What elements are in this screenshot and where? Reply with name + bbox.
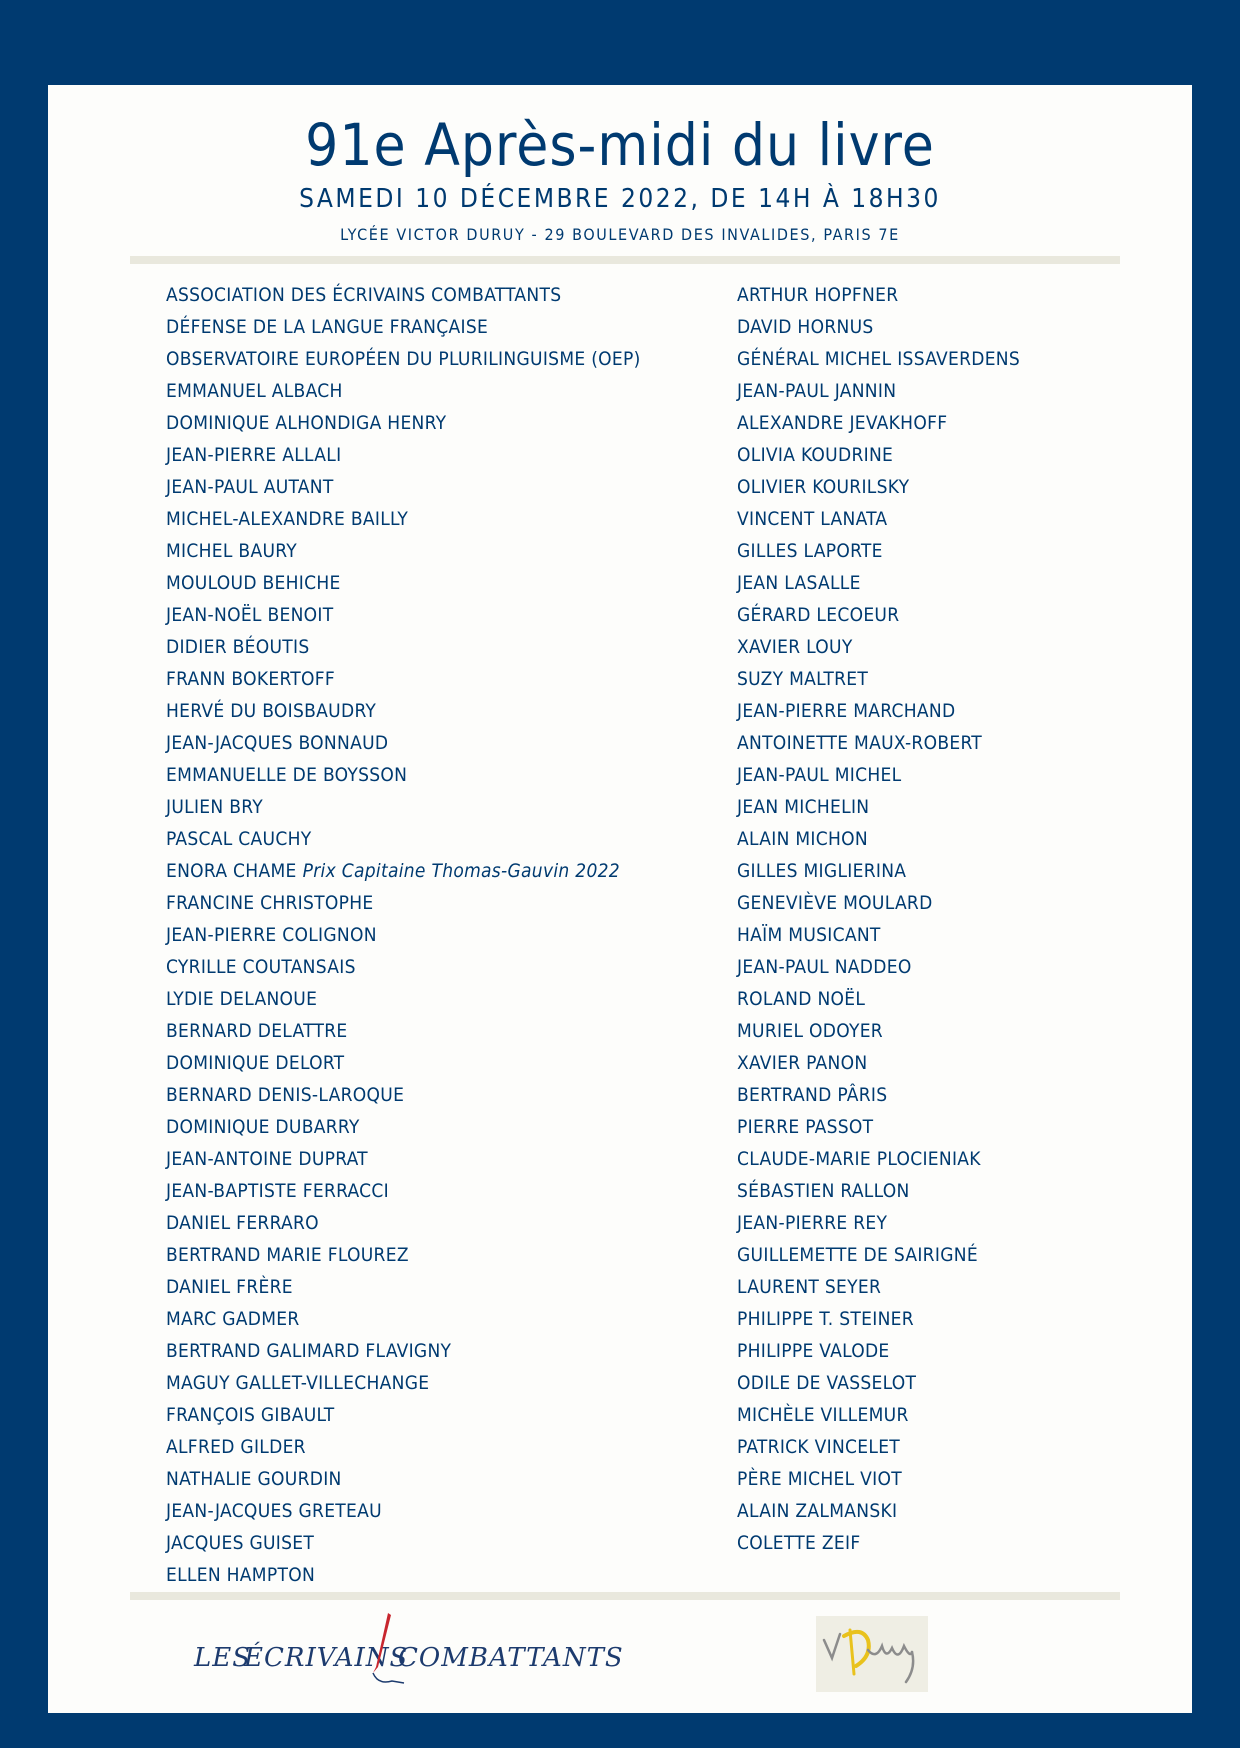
author-entry [737, 1335, 1157, 1367]
author-entry [737, 311, 1157, 343]
author-name: JEAN-PIERRE MARCHAND [737, 700, 956, 722]
author-entry [737, 791, 1157, 823]
author-name: GILLES LAPORTE [737, 540, 883, 562]
author-entry [737, 407, 1157, 439]
author-entry [166, 663, 706, 695]
author-entry [166, 1495, 706, 1527]
author-name: MICHEL-ALEXANDRE BAILLY [166, 508, 409, 530]
author-name: ODILE DE VASSELOT [737, 1372, 917, 1394]
author-entry [737, 279, 1157, 311]
author-name: ELLEN HAMPTON [166, 1564, 316, 1586]
author-name: PHILIPPE T. STEINER [737, 1308, 914, 1330]
author-name: MARC GADMER [166, 1308, 300, 1330]
author-name: NATHALIE GOURDIN [166, 1468, 342, 1490]
author-name: ROLAND NOËL [737, 988, 866, 1010]
author-entry [166, 695, 706, 727]
author-entry [166, 311, 706, 343]
author-entry [166, 1143, 706, 1175]
logo-text-combattants: COMBATTANTS [398, 1643, 624, 1673]
author-entry [737, 1271, 1157, 1303]
logo-text-les: LES [194, 1643, 252, 1673]
author-entry [166, 1527, 706, 1559]
author-name: JEAN-PIERRE ALLALI [166, 444, 342, 466]
author-entry [737, 855, 1157, 887]
author-name: DANIEL FRÈRE [166, 1276, 293, 1298]
victor-duruy-signature-logo [816, 1616, 928, 1692]
author-name: MURIEL ODOYER [737, 1020, 883, 1042]
author-entry [737, 1143, 1157, 1175]
quill-flourish [373, 1673, 404, 1683]
author-entry [737, 343, 1157, 375]
author-name: MOULOUD BEHICHE [166, 572, 341, 594]
authors-list-right [737, 279, 1157, 1559]
authors-list-left [166, 279, 706, 1591]
author-name: MAGUY GALLET-VILLECHANGE [166, 1372, 430, 1394]
author-entry [166, 599, 706, 631]
author-entry [166, 1367, 706, 1399]
author-entry [166, 375, 706, 407]
author-name: GILLES MIGLIERINA [737, 860, 907, 882]
ecrivains-combattants-logo [192, 1611, 624, 1691]
author-name: PHILIPPE VALODE [737, 1340, 890, 1362]
author-name: DANIEL FERRARO [166, 1212, 319, 1234]
author-name: PATRICK VINCELET [737, 1436, 901, 1458]
author-name: ANTOINETTE MAUX-ROBERT [737, 732, 983, 754]
author-name: HAÏM MUSICANT [737, 924, 881, 946]
author-entry [166, 919, 706, 951]
author-entry [166, 1111, 706, 1143]
author-name: DOMINIQUE ALHONDIGA HENRY [166, 412, 447, 434]
author-name: PÈRE MICHEL VIOT [737, 1468, 902, 1490]
author-entry [737, 631, 1157, 663]
author-name: DOMINIQUE DELORT [166, 1052, 345, 1074]
author-name: PASCAL CAUCHY [166, 828, 312, 850]
author-name: JEAN-BAPTISTE FERRACCI [166, 1180, 390, 1202]
author-name: FRANN BOKERTOFF [166, 668, 336, 690]
author-name: OBSERVATOIRE EUROPÉEN DU PLURILINGUISME (OEP) [166, 348, 641, 370]
author-entry [166, 631, 706, 663]
author-entry [737, 1047, 1157, 1079]
author-name: BERNARD DENIS-LAROQUE [166, 1084, 405, 1106]
author-name: JEAN-JACQUES BONNAUD [166, 732, 389, 754]
poster-sheet [48, 85, 1192, 1713]
author-entry [166, 951, 706, 983]
author-entry [166, 1239, 706, 1271]
author-name: MICHEL BAURY [166, 540, 297, 562]
author-entry [737, 663, 1157, 695]
author-name: BERNARD DELATTRE [166, 1020, 348, 1042]
author-entry [737, 1111, 1157, 1143]
author-entry [166, 1207, 706, 1239]
logo-text-ecrivains: ÉCRIVAINS [244, 1643, 409, 1673]
author-name: DOMINIQUE DUBARRY [166, 1116, 360, 1138]
author-entry [737, 375, 1157, 407]
event-date: SAMEDI 10 DÉCEMBRE 2022, DE 14H À 18H30 [299, 184, 941, 214]
author-entry [166, 439, 706, 471]
author-name: SUZY MALTRET [737, 668, 869, 690]
author-entry [166, 1271, 706, 1303]
author-name: JEAN-ANTOINE DUPRAT [166, 1148, 368, 1170]
author-entry [737, 1079, 1157, 1111]
author-entry [737, 439, 1157, 471]
author-entry [166, 1303, 706, 1335]
author-entry [737, 1015, 1157, 1047]
author-entry [166, 1047, 706, 1079]
author-name: GÉRARD LECOEUR [737, 604, 900, 626]
author-entry [737, 1399, 1157, 1431]
author-name: ALAIN MICHON [737, 828, 869, 850]
author-entry [737, 535, 1157, 567]
author-name: CYRILLE COUTANSAIS [166, 956, 356, 978]
author-name: SÉBASTIEN RALLON [737, 1180, 910, 1202]
author-entry [166, 1431, 706, 1463]
author-name: XAVIER LOUY [737, 636, 853, 658]
author-entry [737, 1527, 1157, 1559]
author-name: XAVIER PANON [737, 1052, 868, 1074]
author-name: GUILLEMETTE DE SAIRIGNÉ [737, 1244, 978, 1266]
author-entry [737, 823, 1157, 855]
author-entry [737, 503, 1157, 535]
author-name: JACQUES GUISET [166, 1532, 315, 1554]
author-entry [166, 407, 706, 439]
author-name: JEAN-PAUL AUTANT [166, 476, 334, 498]
author-entry [737, 727, 1157, 759]
author-name: LYDIE DELANOUE [166, 988, 318, 1010]
author-name: JEAN-NOËL BENOIT [166, 604, 334, 626]
author-entry [737, 567, 1157, 599]
author-entry [166, 887, 706, 919]
bottom-divider [130, 1592, 1120, 1600]
author-name: OLIVIA KOUDRINE [737, 444, 894, 466]
author-entry [737, 919, 1157, 951]
author-name: JEAN-PIERRE COLIGNON [166, 924, 377, 946]
author-name: ENORA CHAME [166, 860, 297, 882]
author-name: JEAN-JACQUES GRETEAU [166, 1500, 382, 1522]
author-name: CLAUDE-MARIE PLOCIENIAK [737, 1148, 981, 1170]
author-name: JEAN-PAUL NADDEO [737, 956, 912, 978]
author-name: ASSOCIATION DES ÉCRIVAINS COMBATTANTS [166, 284, 562, 306]
author-name: JEAN MICHELIN [737, 796, 870, 818]
author-prize: Prix Capitaine Thomas-Gauvin 2022 [302, 860, 620, 882]
author-name: ALEXANDRE JEVAKHOFF [737, 412, 948, 434]
author-entry [166, 855, 706, 887]
author-entry [737, 1463, 1157, 1495]
author-entry [737, 887, 1157, 919]
author-name: DAVID HORNUS [737, 316, 874, 338]
author-name: ARTHUR HOPFNER [737, 284, 899, 306]
author-entry [737, 1431, 1157, 1463]
author-entry [737, 599, 1157, 631]
author-name: DÉFENSE DE LA LANGUE FRANÇAISE [166, 316, 489, 338]
author-entry [166, 823, 706, 855]
author-entry [737, 695, 1157, 727]
author-entry [166, 1175, 706, 1207]
author-name: COLETTE ZEIF [737, 1532, 861, 1554]
author-entry [166, 343, 706, 375]
top-divider [130, 256, 1120, 264]
author-entry [166, 567, 706, 599]
author-entry [166, 1559, 706, 1591]
author-entry [737, 1495, 1157, 1527]
author-entry [166, 1399, 706, 1431]
author-name: BERTRAND PÂRIS [737, 1084, 888, 1106]
author-entry [737, 759, 1157, 791]
author-entry [166, 1015, 706, 1047]
author-name: GÉNÉRAL MICHEL ISSAVERDENS [737, 348, 1021, 370]
author-name: GENEVIÈVE MOULARD [737, 892, 933, 914]
author-entry [166, 1463, 706, 1495]
author-name: ALAIN ZALMANSKI [737, 1500, 898, 1522]
author-name: VINCENT LANATA [737, 508, 888, 530]
author-name: BERTRAND MARIE FLOUREZ [166, 1244, 409, 1266]
author-name: HERVÉ DU BOISBAUDRY [166, 700, 377, 722]
author-name: JULIEN BRY [166, 796, 263, 818]
author-entry [737, 471, 1157, 503]
author-entry [166, 1079, 706, 1111]
author-name: DIDIER BÉOUTIS [166, 636, 310, 658]
author-entry [737, 983, 1157, 1015]
author-name: JEAN LASALLE [737, 572, 861, 594]
author-entry [166, 503, 706, 535]
author-entry [166, 791, 706, 823]
author-name: JEAN-PAUL MICHEL [737, 764, 902, 786]
author-name: PIERRE PASSOT [737, 1116, 874, 1138]
author-name: ALFRED GILDER [166, 1436, 306, 1458]
author-name: LAURENT SEYER [737, 1276, 882, 1298]
author-name: EMMANUELLE DE BOYSSON [166, 764, 408, 786]
author-entry [166, 983, 706, 1015]
author-name: JEAN-PIERRE REY [737, 1212, 888, 1234]
author-entry [166, 1335, 706, 1367]
author-name: FRANÇOIS GIBAULT [166, 1404, 335, 1426]
signature-icon [816, 1616, 928, 1692]
author-entry [166, 279, 706, 311]
author-entry [737, 1207, 1157, 1239]
author-name: JEAN-PAUL JANNIN [737, 380, 897, 402]
author-name: MICHÈLE VILLEMUR [737, 1404, 909, 1426]
author-entry [737, 1175, 1157, 1207]
author-name: EMMANUEL ALBACH [166, 380, 343, 402]
event-venue: LYCÉE VICTOR DURUY - 29 BOULEVARD DES INVALIDES, PARIS 7E [340, 225, 900, 244]
author-entry [737, 1367, 1157, 1399]
author-name: BERTRAND GALIMARD FLAVIGNY [166, 1340, 452, 1362]
author-entry [737, 1239, 1157, 1271]
author-entry [737, 1303, 1157, 1335]
author-entry [166, 759, 706, 791]
author-entry [166, 535, 706, 567]
author-entry [166, 471, 706, 503]
author-name: FRANCINE CHRISTOPHE [166, 892, 374, 914]
poster-title: 91e Après-midi du livre [305, 111, 935, 179]
author-name: OLIVIER KOURILSKY [737, 476, 910, 498]
author-entry [166, 727, 706, 759]
author-entry [737, 951, 1157, 983]
